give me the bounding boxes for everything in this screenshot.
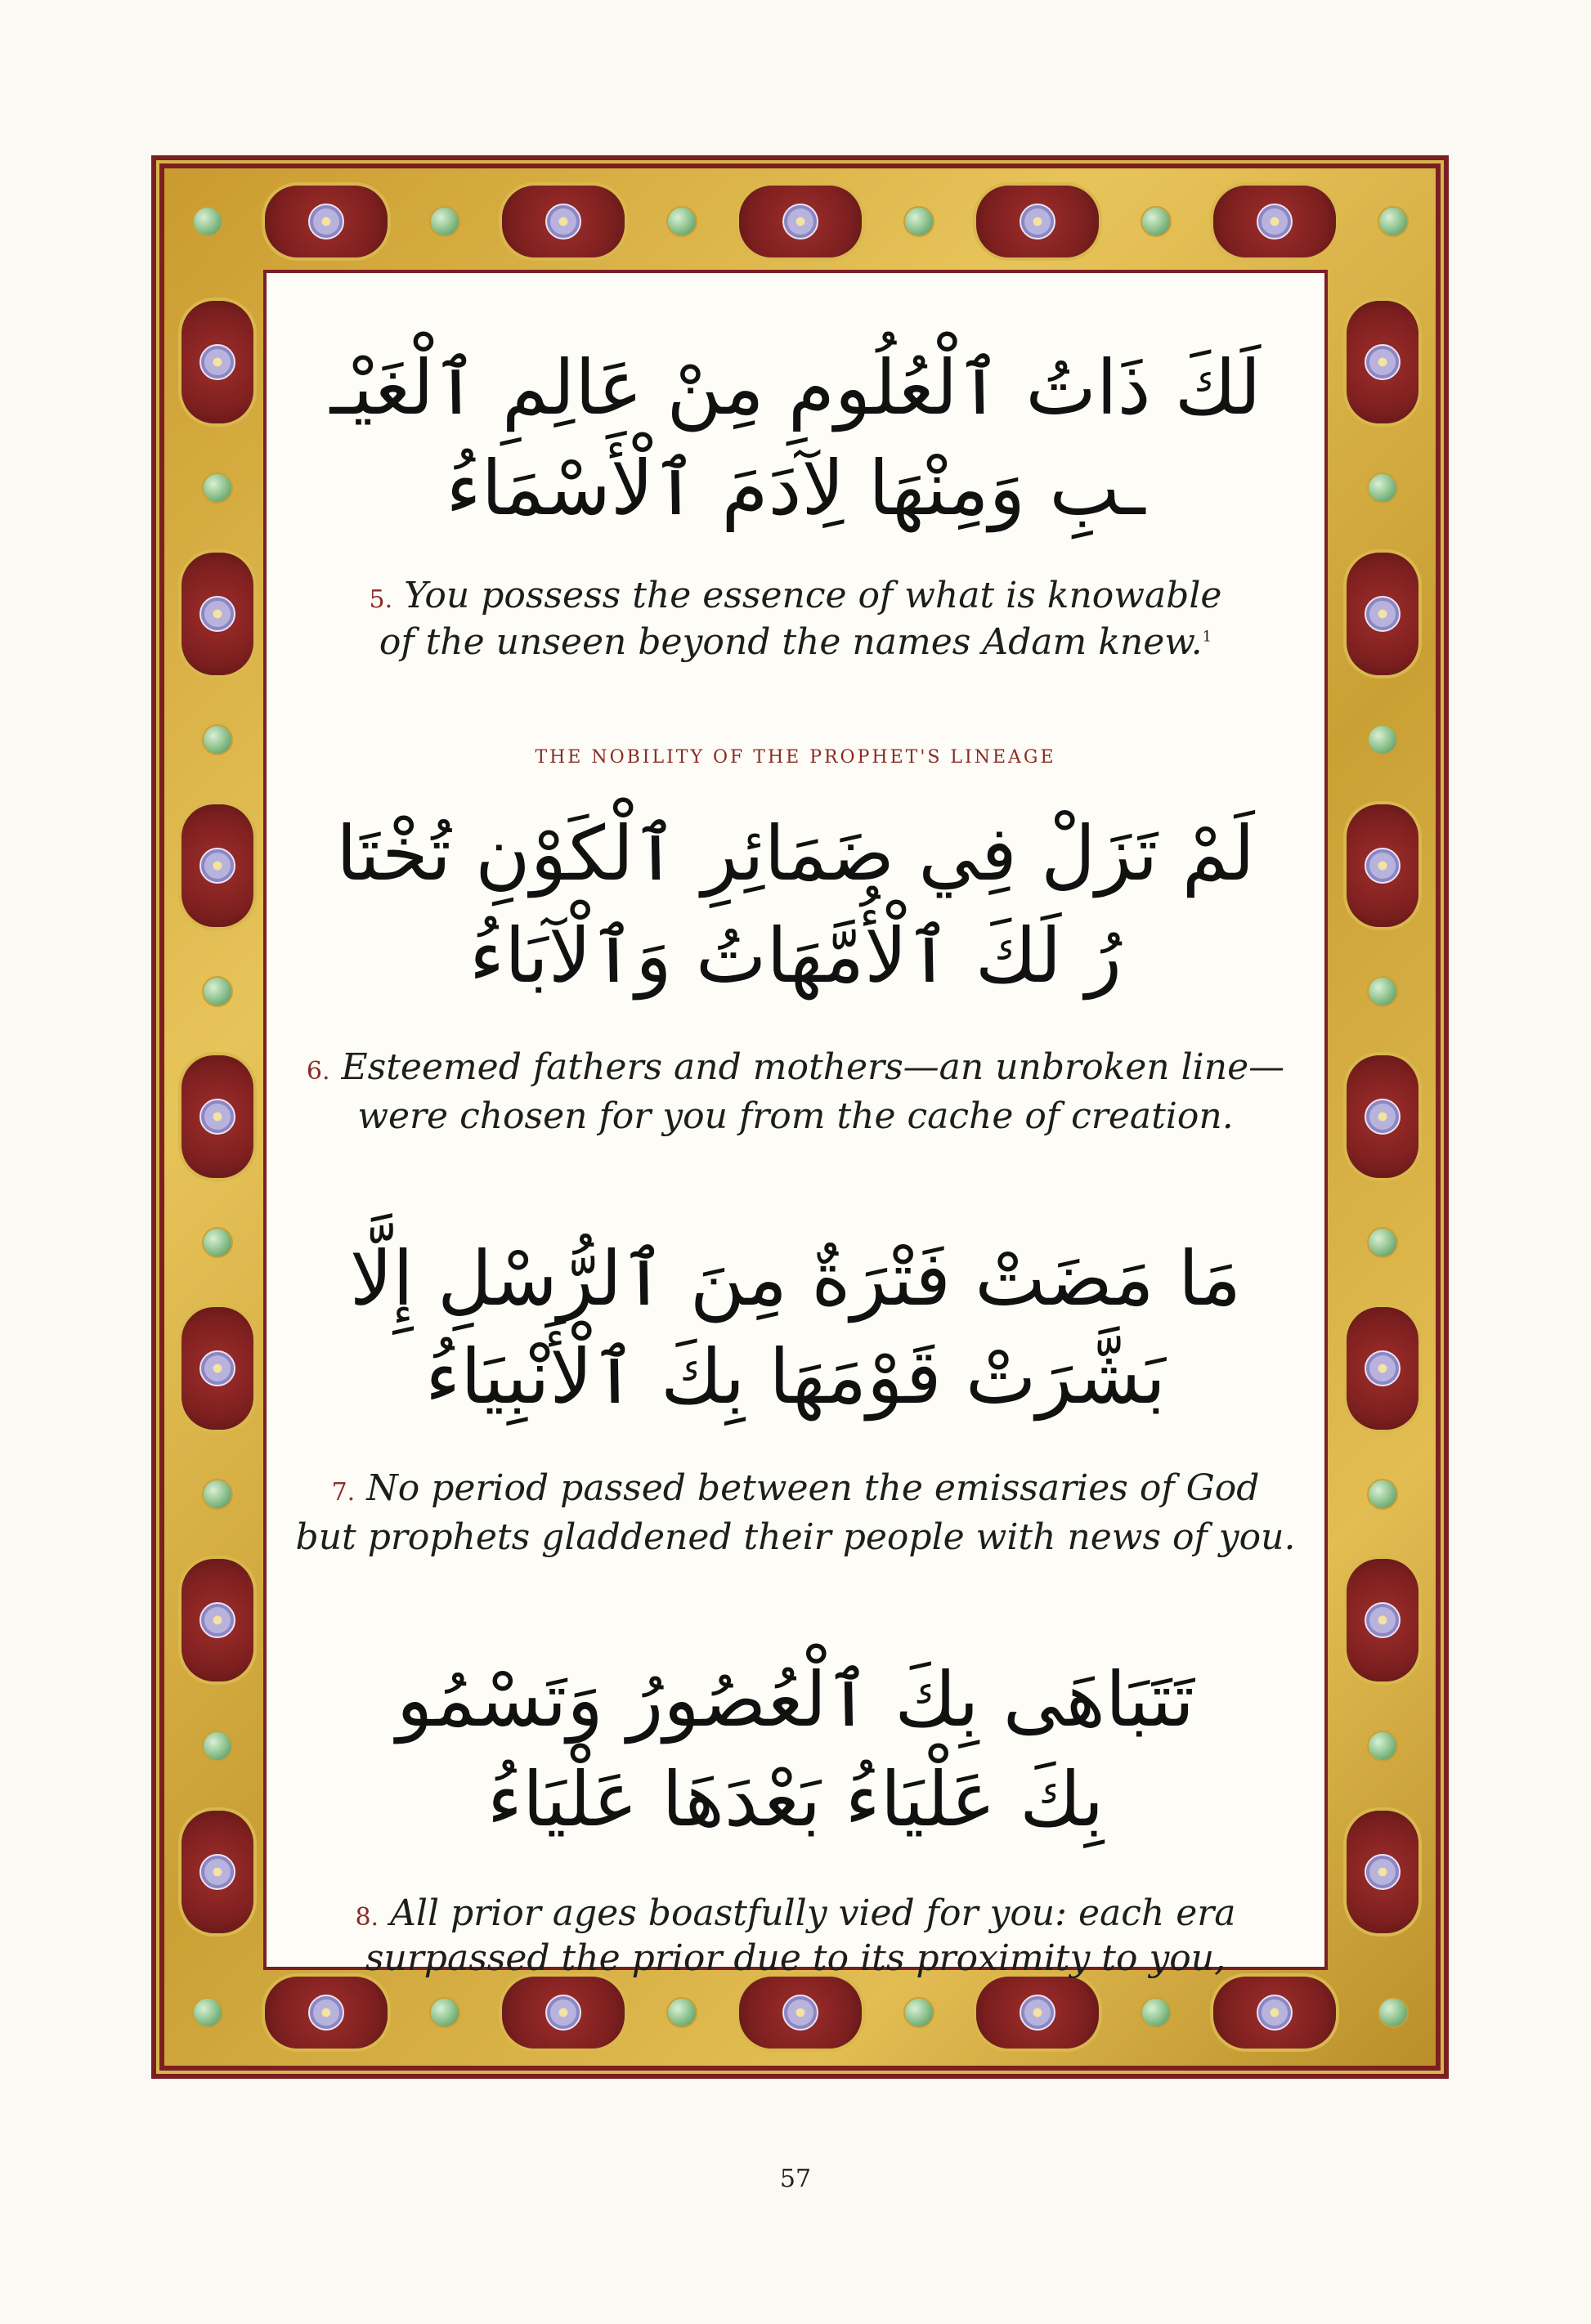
verse-8-arabic-line-2: بِكَ عَلْيَاءُ بَعْدَهَا عَلْيَاءُ [486,1756,1105,1843]
text-panel [263,270,1328,1979]
floral-medallion [178,1807,257,1937]
flower-icon [1365,1350,1401,1386]
flower-icon [308,204,344,240]
flower-icon [199,848,235,884]
verse-text: were chosen for you from the cache of creation. [357,1095,1234,1137]
floral-medallion [1343,1304,1422,1433]
bead-ornament [202,724,233,755]
flower-icon [199,1854,235,1890]
bead-ornament [1367,724,1398,755]
floral-medallion [262,182,391,261]
verse-text: Esteemed fathers and mothers—an unbroken line— [341,1046,1285,1088]
bead-ornament [1367,1479,1398,1510]
floral-medallion [1343,1556,1422,1685]
flower-icon [199,1602,235,1638]
flower-icon [1257,204,1293,240]
verse-8-translation-line-2 [267,1937,1324,1979]
floral-medallion [499,1973,628,2052]
bead-ornament [202,472,233,504]
section-heading: THE NOBILITY OF THE PROPHET'S LINEAGE [535,747,1056,768]
flower-icon [1020,204,1055,240]
floral-medallion [178,1304,257,1433]
floral-medallion [736,1973,865,2052]
floral-medallion [178,801,257,930]
floral-medallion [1210,1973,1339,2052]
verse-text: surpassed the prior due to its proximity to you, [365,1937,1226,1979]
bead-ornament [1141,1997,1172,2028]
flower-icon [308,1995,344,2031]
frame-left-band [173,275,262,1959]
flower-icon [782,1995,818,2031]
floral-medallion [178,1556,257,1685]
verse-7-arabic-line-2: بَشَّرَتْ قَوْمَهَا بِكَ ٱلْأَنْبِيَاءُ [425,1333,1166,1421]
verse-number: 6. [306,1057,330,1086]
bead-ornament [192,206,223,237]
bead-ornament [666,1997,697,2028]
bead-ornament [202,1227,233,1258]
flower-icon [545,1995,581,2031]
verse-5-arabic-line-2: ـبِ وَمِنْهَا لِآدَمَ ٱلْأَسْمَاءُ [446,445,1145,532]
floral-medallion [178,1052,257,1181]
verse-7-translation-line-1 [267,1467,1324,1509]
flower-icon [1365,848,1401,884]
frame-top-band [173,177,1427,266]
bead-ornament [903,206,934,237]
bead-ornament [1378,206,1409,237]
bead-ornament [1378,1997,1409,2028]
floral-medallion [1210,182,1339,261]
verse-text: but prophets gladdened their people with news of you. [295,1516,1296,1558]
floral-medallion [973,1973,1102,2052]
bead-ornament [903,1997,934,2028]
flower-icon [782,204,818,240]
bead-ornament [429,206,460,237]
floral-medallion [178,549,257,678]
verse-6-arabic-line-2: رُ لَكَ ٱلْأُمَّهَاتُ وَٱلْآبَاءُ [468,912,1123,1000]
verse-8-arabic-line-1: تَتَبَاهَى بِكَ ٱلْعُصُورُ وَتَسْمُو [396,1656,1195,1744]
flower-icon [199,344,235,380]
bead-ornament [429,1997,460,2028]
flower-icon [1365,1854,1401,1890]
flower-icon [199,1099,235,1135]
verse-7-translation-line-2 [267,1516,1324,1558]
bead-ornament [202,1731,233,1762]
bead-ornament [202,1479,233,1510]
flower-icon [1365,1099,1401,1135]
floral-medallion [1343,1052,1422,1181]
flower-icon [1365,1602,1401,1638]
verse-number: 7. [331,1478,356,1507]
floral-medallion [1343,549,1422,678]
verse-number: 5. [369,585,393,614]
verse-6-translation-line-1 [267,1046,1324,1088]
bead-ornament [1141,206,1172,237]
floral-medallion [1343,1807,1422,1937]
verse-5-translation-line-1 [267,575,1324,616]
floral-medallion [499,182,628,261]
bead-ornament [202,976,233,1007]
bead-ornament [1367,472,1398,504]
floral-medallion [736,182,865,261]
floral-medallion [1343,801,1422,930]
verse-7-arabic-line-1: مَا مَضَتْ فَتْرَةٌ مِنَ ٱلرُّسْلِ إِلَّا [349,1235,1242,1323]
flower-icon [1365,596,1401,632]
footnote-mark: 1 [1202,628,1212,646]
flower-icon [545,204,581,240]
verse-number: 8. [355,1903,379,1932]
floral-medallion [973,182,1102,261]
verse-6-translation-line-2 [267,1095,1324,1137]
verse-8-translation-line-1 [267,1892,1324,1934]
verse-text: of the unseen beyond the names Adam knew. [379,621,1203,663]
bead-ornament [1367,1227,1398,1258]
page-number: 57 [779,2165,812,2193]
flower-icon [199,596,235,632]
verse-text: You possess the essence of what is knowable [404,575,1222,616]
floral-medallion [178,298,257,427]
verse-5-arabic-line-1: لَكَ ذَاتُ ٱلْعُلُومِ مِنْ عَالِمِ ٱلْغَيْـ [329,344,1262,432]
frame-right-band [1338,275,1427,1959]
verse-5-translation-line-2 [267,621,1324,663]
floral-medallion [262,1973,391,2052]
bead-ornament [1367,1731,1398,1762]
flower-icon [1020,1995,1055,2031]
verse-6-arabic-line-1: لَمْ تَزَلْ فِي ضَمَائِرِ ٱلْكَوْنِ تُخْتَا [336,810,1255,898]
verse-text: All prior ages boastfully vied for you: each era [390,1892,1236,1934]
bead-ornament [666,206,697,237]
flower-icon [1365,344,1401,380]
bead-ornament [1367,976,1398,1007]
floral-medallion [1343,298,1422,427]
verse-text: No period passed between the emissaries of God [366,1467,1260,1509]
bead-ornament [192,1997,223,2028]
flower-icon [1257,1995,1293,2031]
flower-icon [199,1350,235,1386]
frame-bottom-band [173,1968,1427,2058]
